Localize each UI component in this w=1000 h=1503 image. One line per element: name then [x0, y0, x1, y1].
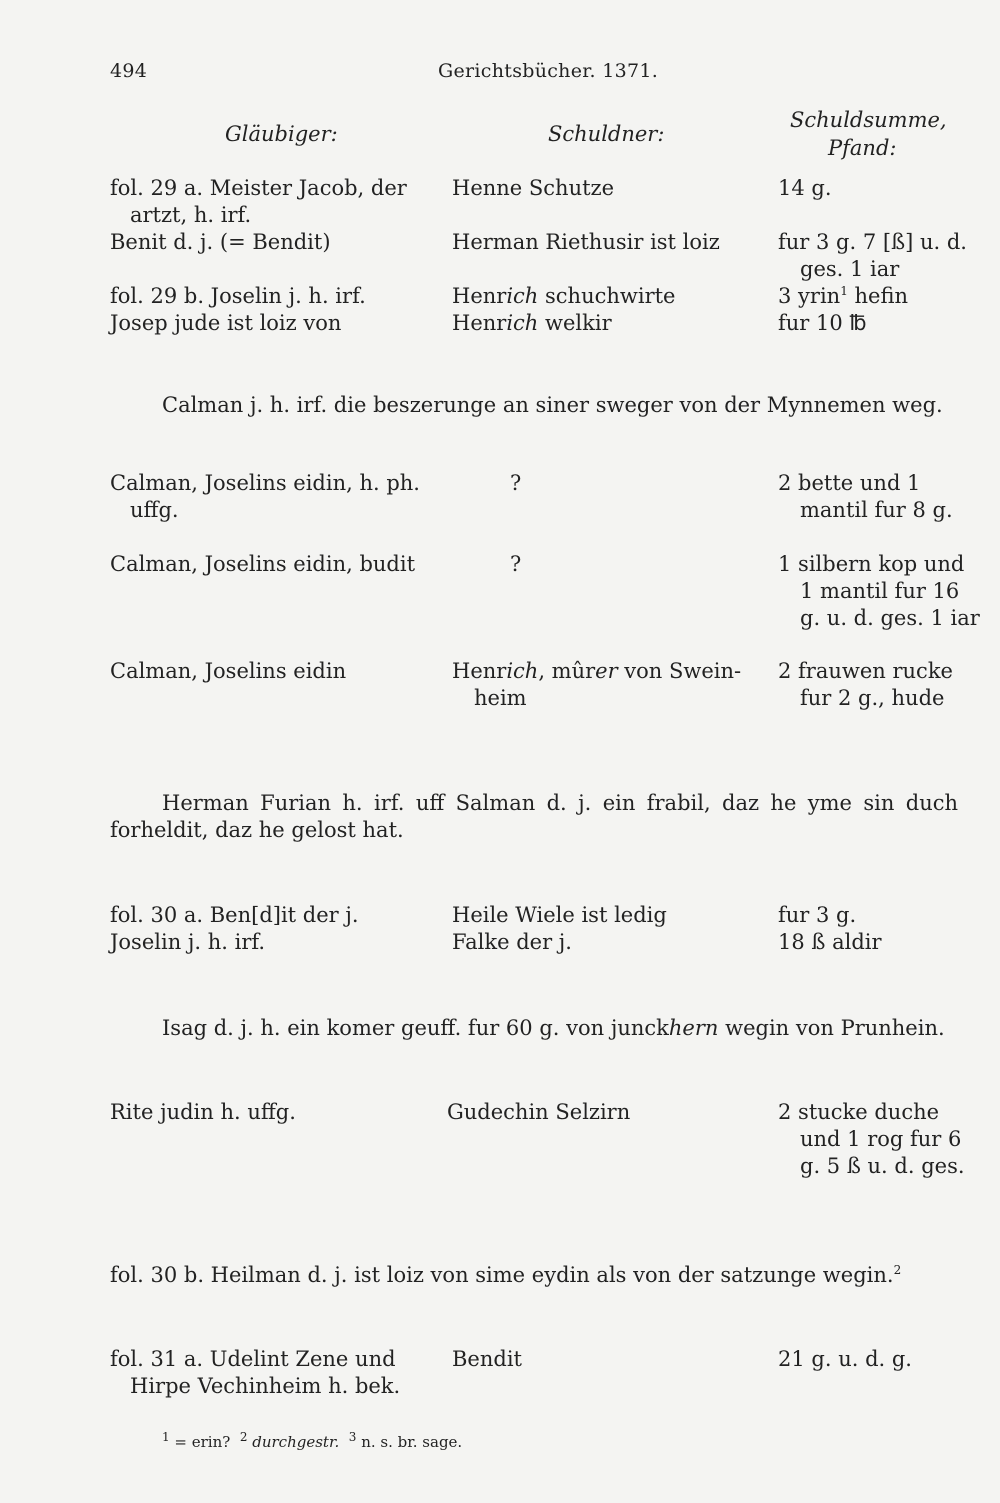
column-heading-debtor: Schuldner:: [548, 122, 665, 146]
entry-creditor: Josep jude ist loiz von: [110, 311, 342, 335]
entry-sum: 2 stucke duche und 1 rog fur 6 g. 5 ß u. d. ges.: [778, 1100, 965, 1178]
entry-debtor: Bendit: [452, 1347, 522, 1371]
entry-sum: 2 frauwen rucke fur 2 g., hude: [778, 659, 953, 710]
paragraph: Calman j. h. irf. die beszerunge an siner sweger von der Mynnemen weg.: [162, 393, 943, 417]
entry-creditor: Calman, Joselins eidin: [110, 659, 347, 683]
entry-debtor: Gudechin Selzirn: [447, 1100, 631, 1124]
entry-creditor: Calman, Joselins eidin, h. ph. uffg.: [110, 471, 420, 522]
entry-sum: 2 bette und 1 mantil fur 8 g.: [778, 471, 953, 522]
entry-creditor: Rite judin h. uffg.: [110, 1100, 296, 1124]
entry-creditor: fol. 30 a. Ben[d]it der j.: [110, 903, 359, 927]
entry-sum: fur 3 g.: [778, 903, 857, 927]
paragraph: Isag d. j. h. ein komer geuff. fur 60 g. von junckhern wegin von Prunhein.: [162, 1016, 945, 1040]
entry-sum: 1 silbern kop und 1 mantil fur 16 g. u. d. ges. 1 iar: [778, 552, 980, 630]
entry-creditor: fol. 29 a. Meister Jacob, der artzt, h. irf.: [110, 176, 407, 227]
entry-creditor: fol. 31 a. Udelint Zene und Hirpe Vechinheim h. bek.: [110, 1347, 401, 1398]
entry-creditor: Benit d. j. (= Bendit): [110, 230, 331, 254]
entry-debtor: Herman Riethusir ist loiz: [452, 230, 720, 254]
entry-sum: 14 g.: [778, 176, 832, 200]
entry-debtor: Henne Schutze: [452, 176, 615, 200]
entry-sum: 18 ß aldir: [778, 930, 882, 954]
paragraph: fol. 30 b. Heilman d. j. ist loiz von sime eydin als von der satzunge wegin.$^2$: [110, 1263, 902, 1287]
entry-sum: 3 yrin$^1$ hefin: [778, 284, 908, 308]
footnotes: $^1$ = erin? $^2$ durchgestr. $^3$ n. s. br. sage.: [162, 1430, 463, 1451]
entry-creditor: fol. 29 b. Joselin j. h. irf.: [110, 284, 366, 308]
entry-debtor: Heile Wiele ist ledig: [452, 903, 667, 927]
entry-debtor: ?: [510, 552, 522, 576]
entry-sum: 21 g. u. d. g.: [778, 1347, 912, 1371]
column-heading-sum: Schuldsumme,: [790, 108, 947, 132]
entry-sum: fur 3 g. 7 [ß] u. d. ges. 1 iar: [778, 230, 967, 281]
running-title: Gerichtsbücher. 1371.: [438, 60, 659, 82]
entry-creditor: Joselin j. h. irf.: [110, 930, 266, 954]
paragraph: Herman Furian h. irf. uff Salman d. j. ein frabil, daz he yme sin duch forheldit, daz he gelost hat.: [110, 791, 958, 842]
entry-debtor: Henrich schuchwirte: [452, 284, 676, 308]
column-heading-pledge: Pfand:: [828, 136, 897, 160]
footnote-ref: 2: [893, 1263, 902, 1277]
entry-debtor: Falke der j.: [452, 930, 572, 954]
page-number: 494: [110, 60, 148, 82]
entry-sum: fur 10 ℔: [778, 311, 867, 335]
entry-debtor: Henrich, mûrer von Swein- heim: [452, 659, 742, 710]
column-heading-creditor: Gläubiger:: [225, 122, 338, 146]
entry-creditor: Calman, Joselins eidin, budit: [110, 552, 416, 576]
entry-debtor: Henrich welkir: [452, 311, 612, 335]
footnote-ref: 1: [840, 284, 848, 298]
entry-debtor: ?: [510, 471, 522, 495]
